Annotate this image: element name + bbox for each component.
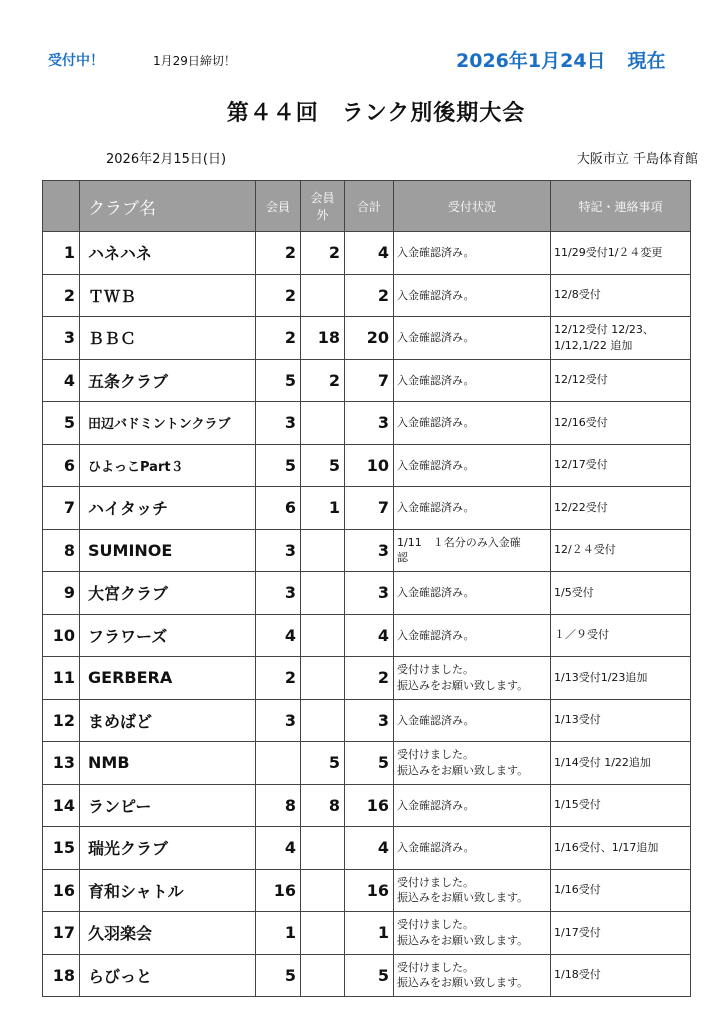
members-count: 5: [256, 444, 301, 487]
club-name: 田辺バドミントンクラブ: [80, 402, 256, 445]
notes-text: 1/13受付: [551, 699, 691, 742]
table-row: [43, 784, 691, 827]
row-number: 1: [43, 232, 80, 275]
deadline-notice: 1月29日締切！: [153, 54, 236, 68]
header-status: 受付状況: [394, 181, 551, 232]
total-count: 5: [345, 954, 394, 997]
header-non-members-line1: 会員: [310, 191, 335, 205]
status-text: 入金確認済み。: [394, 359, 551, 402]
non-members-count: [301, 827, 345, 870]
row-number: 3: [43, 317, 80, 360]
notes-text: 12/17受付: [551, 444, 691, 487]
table-row: [43, 657, 691, 700]
club-name: GERBERA: [80, 657, 256, 700]
row-number: 9: [43, 572, 80, 615]
row-number: 15: [43, 827, 80, 870]
non-members-count: [301, 912, 345, 955]
status-text: 入金確認済み。: [394, 317, 551, 360]
as-of-label: 現在: [627, 50, 666, 72]
table-row: [43, 274, 691, 317]
members-count: 2: [256, 232, 301, 275]
header-total: 合計: [345, 181, 394, 232]
total-count: 3: [345, 572, 394, 615]
club-name: フラワーズ: [80, 614, 256, 657]
header-non-members-line2: 外: [316, 208, 329, 222]
row-number: 6: [43, 444, 80, 487]
club-name: ひよっこPart３: [80, 444, 256, 487]
notes-text: 12/12受付 12/23、 1/12,1/22 追加: [551, 317, 691, 360]
table-row: [43, 232, 691, 275]
members-count: 2: [256, 657, 301, 700]
total-count: 4: [345, 827, 394, 870]
club-name: ハイタッチ: [80, 487, 256, 530]
table-header-row: [43, 181, 691, 232]
row-number: 12: [43, 699, 80, 742]
page-title: 第４４回 ランク別後期大会: [226, 101, 526, 126]
status-text: 1/11 １名分のみ入金確 認: [394, 529, 551, 572]
notes-text: 11/29受付1/２４変更: [551, 232, 691, 275]
table-row: [43, 317, 691, 360]
table-row: [43, 614, 691, 657]
non-members-count: 5: [301, 444, 345, 487]
members-count: 3: [256, 402, 301, 445]
club-name: ＴＷＢ: [80, 274, 256, 317]
status-text: 入金確認済み。: [394, 699, 551, 742]
non-members-count: 1: [301, 487, 345, 530]
total-count: 3: [345, 529, 394, 572]
header-no: [43, 181, 80, 232]
club-name: 五条クラブ: [80, 359, 256, 402]
total-count: 10: [345, 444, 394, 487]
club-name: ハネハネ: [80, 232, 256, 275]
row-number: 11: [43, 657, 80, 700]
members-count: 5: [256, 359, 301, 402]
non-members-count: 2: [301, 359, 345, 402]
accepting-notice: 受付中！: [48, 53, 104, 69]
non-members-count: 2: [301, 232, 345, 275]
total-count: 7: [345, 487, 394, 530]
row-number: 7: [43, 487, 80, 530]
notes-text: 1/5受付: [551, 572, 691, 615]
members-count: 3: [256, 699, 301, 742]
club-name: 瑞光クラブ: [80, 827, 256, 870]
club-name: まめばど: [80, 699, 256, 742]
non-members-count: [301, 657, 345, 700]
members-count: 16: [256, 869, 301, 912]
members-count: 3: [256, 572, 301, 615]
event-date: 2026年2月15日(日): [106, 152, 227, 167]
members-count: 6: [256, 487, 301, 530]
notes-text: 1/13受付1/23追加: [551, 657, 691, 700]
entries-table: [42, 180, 691, 997]
table-row: [43, 529, 691, 572]
notes-text: 12/２４受付: [551, 529, 691, 572]
notes-text: 1/14受付 1/22追加: [551, 742, 691, 785]
club-name: SUMINOE: [80, 529, 256, 572]
status-text: 受付けました。 振込みをお願い致します。: [394, 869, 551, 912]
status-text: 入金確認済み。: [394, 444, 551, 487]
status-text: 入金確認済み。: [394, 274, 551, 317]
club-name: 育和シャトル: [80, 869, 256, 912]
row-number: 16: [43, 869, 80, 912]
members-count: 3: [256, 529, 301, 572]
table-row: [43, 572, 691, 615]
status-text: 入金確認済み。: [394, 487, 551, 530]
total-count: 3: [345, 402, 394, 445]
non-members-count: [301, 402, 345, 445]
members-count: 1: [256, 912, 301, 955]
table-row: [43, 742, 691, 785]
notes-text: 1/17受付: [551, 912, 691, 955]
notes-text: １／９受付: [551, 614, 691, 657]
non-members-count: [301, 699, 345, 742]
total-count: 20: [345, 317, 394, 360]
notes-text: 1/16受付、1/17追加: [551, 827, 691, 870]
total-count: 2: [345, 274, 394, 317]
club-name: らびっと: [80, 954, 256, 997]
status-text: 入金確認済み。: [394, 232, 551, 275]
table-row: [43, 444, 691, 487]
notes-text: 12/16受付: [551, 402, 691, 445]
status-text: 入金確認済み。: [394, 572, 551, 615]
members-count: 4: [256, 827, 301, 870]
club-name: 久羽楽会: [80, 912, 256, 955]
status-text: 受付けました。 振込みをお願い致します。: [394, 742, 551, 785]
non-members-count: [301, 954, 345, 997]
venue: 大阪市立 千島体育館: [576, 152, 698, 167]
row-number: 10: [43, 614, 80, 657]
non-members-count: [301, 614, 345, 657]
status-text: 受付けました。 振込みをお願い致します。: [394, 657, 551, 700]
table-row: [43, 912, 691, 955]
table-row: [43, 487, 691, 530]
notes-text: 1/18受付: [551, 954, 691, 997]
non-members-count: [301, 529, 345, 572]
total-count: 16: [345, 869, 394, 912]
status-text: 入金確認済み。: [394, 784, 551, 827]
non-members-count: [301, 869, 345, 912]
club-name: 大宮クラブ: [80, 572, 256, 615]
notes-text: 12/22受付: [551, 487, 691, 530]
row-number: 17: [43, 912, 80, 955]
members-count: [256, 742, 301, 785]
total-count: 4: [345, 614, 394, 657]
table-row: [43, 869, 691, 912]
row-number: 8: [43, 529, 80, 572]
non-members-count: 8: [301, 784, 345, 827]
status-text: 入金確認済み。: [394, 827, 551, 870]
table-row: [43, 359, 691, 402]
as-of-date: [456, 46, 666, 73]
row-number: 14: [43, 784, 80, 827]
members-count: 4: [256, 614, 301, 657]
total-count: 4: [345, 232, 394, 275]
row-number: 18: [43, 954, 80, 997]
non-members-count: [301, 572, 345, 615]
table-row: [43, 402, 691, 445]
row-number: 4: [43, 359, 80, 402]
notes-text: 1/15受付: [551, 784, 691, 827]
members-count: 2: [256, 274, 301, 317]
status-text: 受付けました。 振込みをお願い致します。: [394, 954, 551, 997]
notes-text: 1/16受付: [551, 869, 691, 912]
total-count: 3: [345, 699, 394, 742]
status-text: 入金確認済み。: [394, 614, 551, 657]
total-count: 2: [345, 657, 394, 700]
members-count: 5: [256, 954, 301, 997]
total-count: 7: [345, 359, 394, 402]
club-name: ＢＢＣ: [80, 317, 256, 360]
status-text: 受付けました。 振込みをお願い致します。: [394, 912, 551, 955]
status-text: 入金確認済み。: [394, 402, 551, 445]
header-non-members: [301, 181, 345, 232]
notes-text: 12/12受付: [551, 359, 691, 402]
non-members-count: [301, 274, 345, 317]
total-count: 16: [345, 784, 394, 827]
header-members: 会員: [256, 181, 301, 232]
total-count: 1: [345, 912, 394, 955]
members-count: 2: [256, 317, 301, 360]
header-notes: 特記・連絡事項: [551, 181, 691, 232]
row-number: 5: [43, 402, 80, 445]
total-count: 5: [345, 742, 394, 785]
as-of-date-value: 2026年1月24日: [456, 50, 606, 72]
non-members-count: 5: [301, 742, 345, 785]
members-count: 8: [256, 784, 301, 827]
club-name: NMB: [80, 742, 256, 785]
row-number: 13: [43, 742, 80, 785]
non-members-count: 18: [301, 317, 345, 360]
table-row: [43, 699, 691, 742]
table-row: [43, 954, 691, 997]
table-row: [43, 827, 691, 870]
club-name: ランピー: [80, 784, 256, 827]
notes-text: 12/8受付: [551, 274, 691, 317]
header-club: クラブ名: [80, 181, 256, 232]
row-number: 2: [43, 274, 80, 317]
